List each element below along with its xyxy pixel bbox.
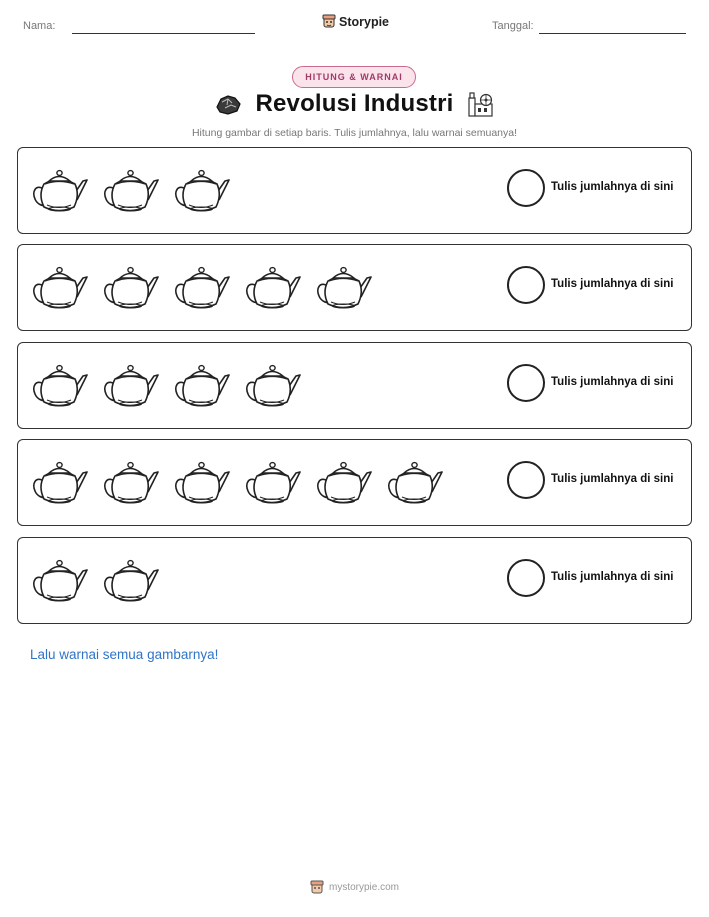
teapot-icon bbox=[30, 454, 89, 508]
teapot-icon bbox=[30, 259, 89, 313]
brand-name: Storypie bbox=[339, 14, 390, 29]
instructions: Hitung gambar di setiap baris. Tulis jumlahnya, lalu warnai semuanya! bbox=[191, 127, 518, 139]
answer-label: Tulis jumlahnya di sini bbox=[551, 473, 674, 485]
count-row-3 bbox=[17, 342, 692, 429]
answer-circle[interactable] bbox=[507, 559, 545, 597]
teapot-icon bbox=[101, 552, 160, 606]
teapot-icon bbox=[30, 357, 89, 411]
teapot-icon bbox=[243, 259, 302, 313]
count-row-1 bbox=[17, 147, 692, 234]
answer-circle[interactable] bbox=[507, 364, 545, 402]
count-row-4 bbox=[17, 439, 692, 526]
count-row-2 bbox=[17, 244, 692, 331]
teapot-icon bbox=[314, 259, 373, 313]
activity-badge: HITUNG & WARNAI bbox=[292, 66, 416, 88]
footer-site: mystorypie.com bbox=[328, 882, 399, 893]
name-label: Nama: bbox=[23, 20, 56, 32]
teapot-icon bbox=[172, 162, 231, 216]
date-label: Tanggal: bbox=[492, 20, 534, 32]
teapot-group bbox=[30, 357, 302, 415]
answer-label: Tulis jumlahnya di sini bbox=[551, 181, 674, 193]
name-line[interactable] bbox=[72, 33, 255, 34]
teapot-icon bbox=[172, 357, 231, 411]
teapot-icon bbox=[101, 454, 160, 508]
teapot-icon bbox=[101, 259, 160, 313]
teapot-icon bbox=[30, 552, 89, 606]
answer-circle[interactable] bbox=[507, 266, 545, 304]
date-line[interactable] bbox=[539, 33, 686, 34]
teapot-group bbox=[30, 162, 231, 220]
answer-label: Tulis jumlahnya di sini bbox=[551, 571, 674, 583]
teapot-icon bbox=[385, 454, 444, 508]
teapot-group bbox=[30, 454, 444, 512]
answer-circle[interactable] bbox=[507, 169, 545, 207]
teapot-icon bbox=[30, 162, 89, 216]
coal-icon bbox=[213, 90, 243, 118]
page-title: Revolusi Industri bbox=[255, 90, 454, 117]
mascot-icon bbox=[310, 880, 324, 895]
teapot-icon bbox=[172, 454, 231, 508]
footer bbox=[0, 880, 709, 895]
teapot-group bbox=[30, 552, 160, 610]
teapot-icon bbox=[101, 357, 160, 411]
teapot-icon bbox=[243, 454, 302, 508]
teapot-icon bbox=[101, 162, 160, 216]
storypie-logo bbox=[322, 14, 389, 29]
factory-icon bbox=[466, 90, 496, 118]
answer-circle[interactable] bbox=[507, 461, 545, 499]
teapot-group bbox=[30, 259, 373, 317]
teapot-icon bbox=[172, 259, 231, 313]
teapot-icon bbox=[243, 357, 302, 411]
answer-label: Tulis jumlahnya di sini bbox=[551, 376, 674, 388]
mascot-icon bbox=[322, 14, 336, 29]
coloring-note: Lalu warnai semua gambarnya! bbox=[30, 647, 219, 662]
count-row-5 bbox=[17, 537, 692, 624]
answer-label: Tulis jumlahnya di sini bbox=[551, 278, 674, 290]
teapot-icon bbox=[314, 454, 373, 508]
